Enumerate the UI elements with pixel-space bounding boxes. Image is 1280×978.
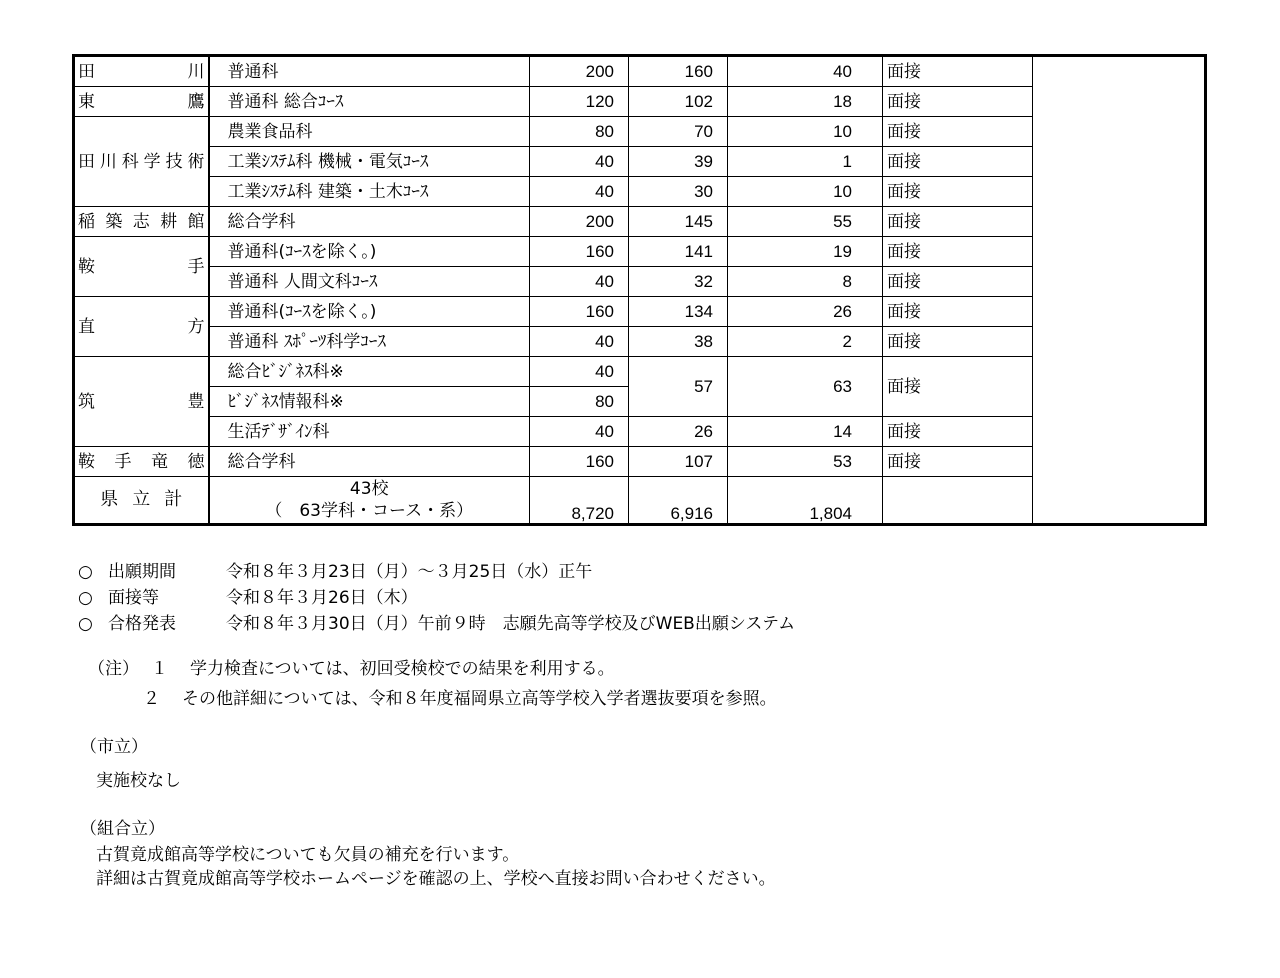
applicants-cell: 30 bbox=[629, 177, 728, 207]
course-cell: 普通科 総合ｺｰｽ bbox=[209, 87, 530, 117]
applicants-cell: 32 bbox=[629, 267, 728, 297]
note-number: １ bbox=[151, 659, 168, 679]
school-name-char: 稲 bbox=[78, 211, 95, 232]
shortfall-cell: 18 bbox=[728, 87, 883, 117]
school-name-char: 鞍 bbox=[78, 451, 95, 472]
course-cell: 農業食品科 bbox=[209, 117, 530, 147]
shortfall-cell: 53 bbox=[728, 447, 883, 477]
schedule-label: 合格発表 bbox=[108, 614, 176, 634]
vacancy-table bbox=[72, 54, 1207, 526]
schedule-value: 令和８年３月26日（木） bbox=[226, 588, 418, 608]
shortfall-cell: 10 bbox=[728, 177, 883, 207]
capacity-cell: 40 bbox=[530, 147, 629, 177]
school-name-char: 築 bbox=[105, 211, 123, 232]
school-name-cell bbox=[74, 357, 209, 447]
method-cell: 面接 bbox=[883, 207, 1033, 237]
school-name-char: 直 bbox=[78, 316, 95, 337]
shortfall-cell: 8 bbox=[728, 267, 883, 297]
applicants-cell: 70 bbox=[629, 117, 728, 147]
school-name-char: 田 bbox=[78, 151, 95, 172]
school-name-char: 技 bbox=[165, 151, 183, 172]
total-method bbox=[883, 477, 1033, 525]
shortfall-cell: 10 bbox=[728, 117, 883, 147]
school-name-char: 川 bbox=[187, 61, 205, 82]
shortfall-cell: 19 bbox=[728, 237, 883, 267]
school-name-char: 川 bbox=[99, 151, 117, 172]
school-name-cell bbox=[74, 297, 209, 357]
schedule-item bbox=[78, 562, 592, 582]
capacity-cell: 40 bbox=[530, 357, 629, 387]
total-label-cell bbox=[74, 477, 209, 525]
shortfall-cell: 55 bbox=[728, 207, 883, 237]
total-applicants: 6,916 bbox=[629, 477, 728, 525]
blank-column bbox=[1033, 56, 1206, 525]
note-text: 学力検査については、初回受検校での結果を利用する。 bbox=[190, 659, 615, 679]
course-cell: 普通科(ｺｰｽを除く。) bbox=[209, 237, 530, 267]
course-cell: 総合学科 bbox=[209, 207, 530, 237]
course-cell: 総合ﾋﾞｼﾞﾈｽ科※ bbox=[209, 357, 530, 387]
school-name-cell bbox=[74, 237, 209, 297]
applicants-cell: 145 bbox=[629, 207, 728, 237]
total-capacity: 8,720 bbox=[530, 477, 629, 525]
method-cell: 面接 bbox=[883, 447, 1033, 477]
municipal-text: 実施校なし bbox=[96, 771, 181, 791]
course-cell: 普通科 ｽﾎﾟｰﾂ科学ｺｰｽ bbox=[209, 327, 530, 357]
capacity-cell: 40 bbox=[530, 267, 629, 297]
union-heading: （組合立） bbox=[80, 819, 165, 839]
school-name bbox=[78, 153, 205, 171]
capacity-cell: 200 bbox=[530, 207, 629, 237]
union-line-1: 古賀竟成館高等学校についても欠員の補充を行います。 bbox=[96, 845, 520, 865]
school-name bbox=[78, 93, 205, 111]
shortfall-cell: 14 bbox=[728, 417, 883, 447]
capacity-cell: 40 bbox=[530, 177, 629, 207]
school-name-cell bbox=[74, 117, 209, 207]
school-name bbox=[78, 453, 205, 471]
school-name bbox=[78, 393, 205, 411]
course-cell: 普通科(ｺｰｽを除く。) bbox=[209, 297, 530, 327]
schedule-item bbox=[78, 614, 795, 634]
course-cell: 総合学科 bbox=[209, 447, 530, 477]
schedule-label: 出願期間 bbox=[108, 562, 176, 582]
applicants-cell: 160 bbox=[629, 56, 728, 87]
table-row bbox=[74, 56, 1206, 87]
union-line-2: 詳細は古賀竟成館高等学校ホームページを確認の上、学校へ直接お問い合わせください。 bbox=[96, 869, 776, 889]
school-name-char: 鞍 bbox=[78, 256, 95, 277]
applicants-cell: 141 bbox=[629, 237, 728, 267]
method-cell: 面接 bbox=[883, 297, 1033, 327]
school-name-char: 筑 bbox=[78, 391, 95, 412]
school-name-char: 手 bbox=[187, 256, 205, 277]
school-name-char: 志 bbox=[132, 211, 150, 232]
school-name-char: 学 bbox=[143, 151, 161, 172]
method-cell: 面接 bbox=[883, 327, 1033, 357]
school-name-char: 手 bbox=[114, 451, 132, 472]
capacity-cell: 80 bbox=[530, 117, 629, 147]
shortfall-cell: 63 bbox=[728, 357, 883, 417]
method-cell: 面接 bbox=[883, 417, 1033, 447]
capacity-cell: 80 bbox=[530, 387, 629, 417]
school-name-char: 鷹 bbox=[187, 91, 205, 112]
total-label-char: 県 bbox=[100, 489, 119, 510]
school-name bbox=[78, 258, 205, 276]
total-label-char: 立 bbox=[132, 489, 151, 510]
school-name-char: 豊 bbox=[187, 391, 205, 412]
note-2 bbox=[143, 689, 777, 709]
school-name-cell bbox=[74, 87, 209, 117]
applicants-cell: 26 bbox=[629, 417, 728, 447]
municipal-heading: （市立） bbox=[80, 737, 148, 757]
school-name-char: 術 bbox=[187, 151, 205, 172]
schedule-item bbox=[78, 588, 418, 608]
schedule-value: 令和８年３月30日（月）午前９時 志願先高等学校及びWEB出願システム bbox=[226, 614, 796, 634]
method-cell: 面接 bbox=[883, 87, 1033, 117]
capacity-cell: 120 bbox=[530, 87, 629, 117]
capacity-cell: 200 bbox=[530, 56, 629, 87]
applicants-cell: 102 bbox=[629, 87, 728, 117]
shortfall-cell: 2 bbox=[728, 327, 883, 357]
school-name-char: 耕 bbox=[160, 211, 178, 232]
circle-bullet-icon: ○ bbox=[78, 562, 93, 582]
method-cell: 面接 bbox=[883, 177, 1033, 207]
shortfall-cell: 1 bbox=[728, 147, 883, 177]
school-name-char: 科 bbox=[121, 151, 139, 172]
applicants-cell: 39 bbox=[629, 147, 728, 177]
circle-bullet-icon: ○ bbox=[78, 614, 93, 634]
school-name bbox=[78, 63, 205, 81]
school-name-char: 竜 bbox=[151, 451, 168, 472]
course-cell: 工業ｼｽﾃﾑ科 建築・土木ｺｰｽ bbox=[209, 177, 530, 207]
note-text: その他詳細については、令和８年度福岡県立高等学校入学者選抜要項を参照。 bbox=[182, 689, 777, 709]
applicants-cell: 38 bbox=[629, 327, 728, 357]
total-shortfall: 1,804 bbox=[728, 477, 883, 525]
total-course-cell bbox=[209, 477, 530, 525]
total-label-char: 計 bbox=[164, 489, 183, 510]
school-name-char: 方 bbox=[187, 316, 205, 337]
course-cell: 普通科 bbox=[209, 56, 530, 87]
school-name-char: 館 bbox=[187, 211, 205, 232]
note-1 bbox=[88, 659, 615, 679]
school-name-char: 徳 bbox=[187, 451, 205, 472]
capacity-cell: 40 bbox=[530, 417, 629, 447]
note-number: ２ bbox=[143, 689, 160, 709]
applicants-cell: 57 bbox=[629, 357, 728, 417]
course-cell: 工業ｼｽﾃﾑ科 機械・電気ｺｰｽ bbox=[209, 147, 530, 177]
school-name-cell bbox=[74, 207, 209, 237]
course-cell: 普通科 人間文科ｺｰｽ bbox=[209, 267, 530, 297]
method-cell: 面接 bbox=[883, 357, 1033, 417]
capacity-cell: 160 bbox=[530, 447, 629, 477]
applicants-cell: 134 bbox=[629, 297, 728, 327]
shortfall-cell: 26 bbox=[728, 297, 883, 327]
method-cell: 面接 bbox=[883, 267, 1033, 297]
circle-bullet-icon: ○ bbox=[78, 588, 93, 608]
applicants-cell: 107 bbox=[629, 447, 728, 477]
schedule-label: 面接等 bbox=[108, 588, 159, 608]
school-name-char: 東 bbox=[78, 91, 95, 112]
capacity-cell: 160 bbox=[530, 237, 629, 267]
school-name bbox=[78, 213, 205, 231]
shortfall-cell: 40 bbox=[728, 56, 883, 87]
capacity-cell: 40 bbox=[530, 327, 629, 357]
method-cell: 面接 bbox=[883, 56, 1033, 87]
total-course bbox=[214, 478, 526, 522]
method-cell: 面接 bbox=[883, 237, 1033, 267]
total-label bbox=[78, 491, 205, 509]
total-schools: 43校 bbox=[349, 479, 389, 499]
school-name-cell bbox=[74, 56, 209, 87]
schedule-value: 令和８年３月23日（月）～３月25日（水）正午 bbox=[226, 562, 593, 582]
school-name bbox=[78, 318, 205, 336]
course-cell: ﾋﾞｼﾞﾈｽ情報科※ bbox=[209, 387, 530, 417]
note-prefix: （注） bbox=[88, 659, 139, 679]
school-name-cell bbox=[74, 447, 209, 477]
method-cell: 面接 bbox=[883, 117, 1033, 147]
method-cell: 面接 bbox=[883, 147, 1033, 177]
capacity-cell: 160 bbox=[530, 297, 629, 327]
course-cell: 生活ﾃﾞｻﾞｲﾝ科 bbox=[209, 417, 530, 447]
total-departments: （ 63学科・コース・系） bbox=[265, 501, 474, 521]
school-name-char: 田 bbox=[78, 61, 95, 82]
